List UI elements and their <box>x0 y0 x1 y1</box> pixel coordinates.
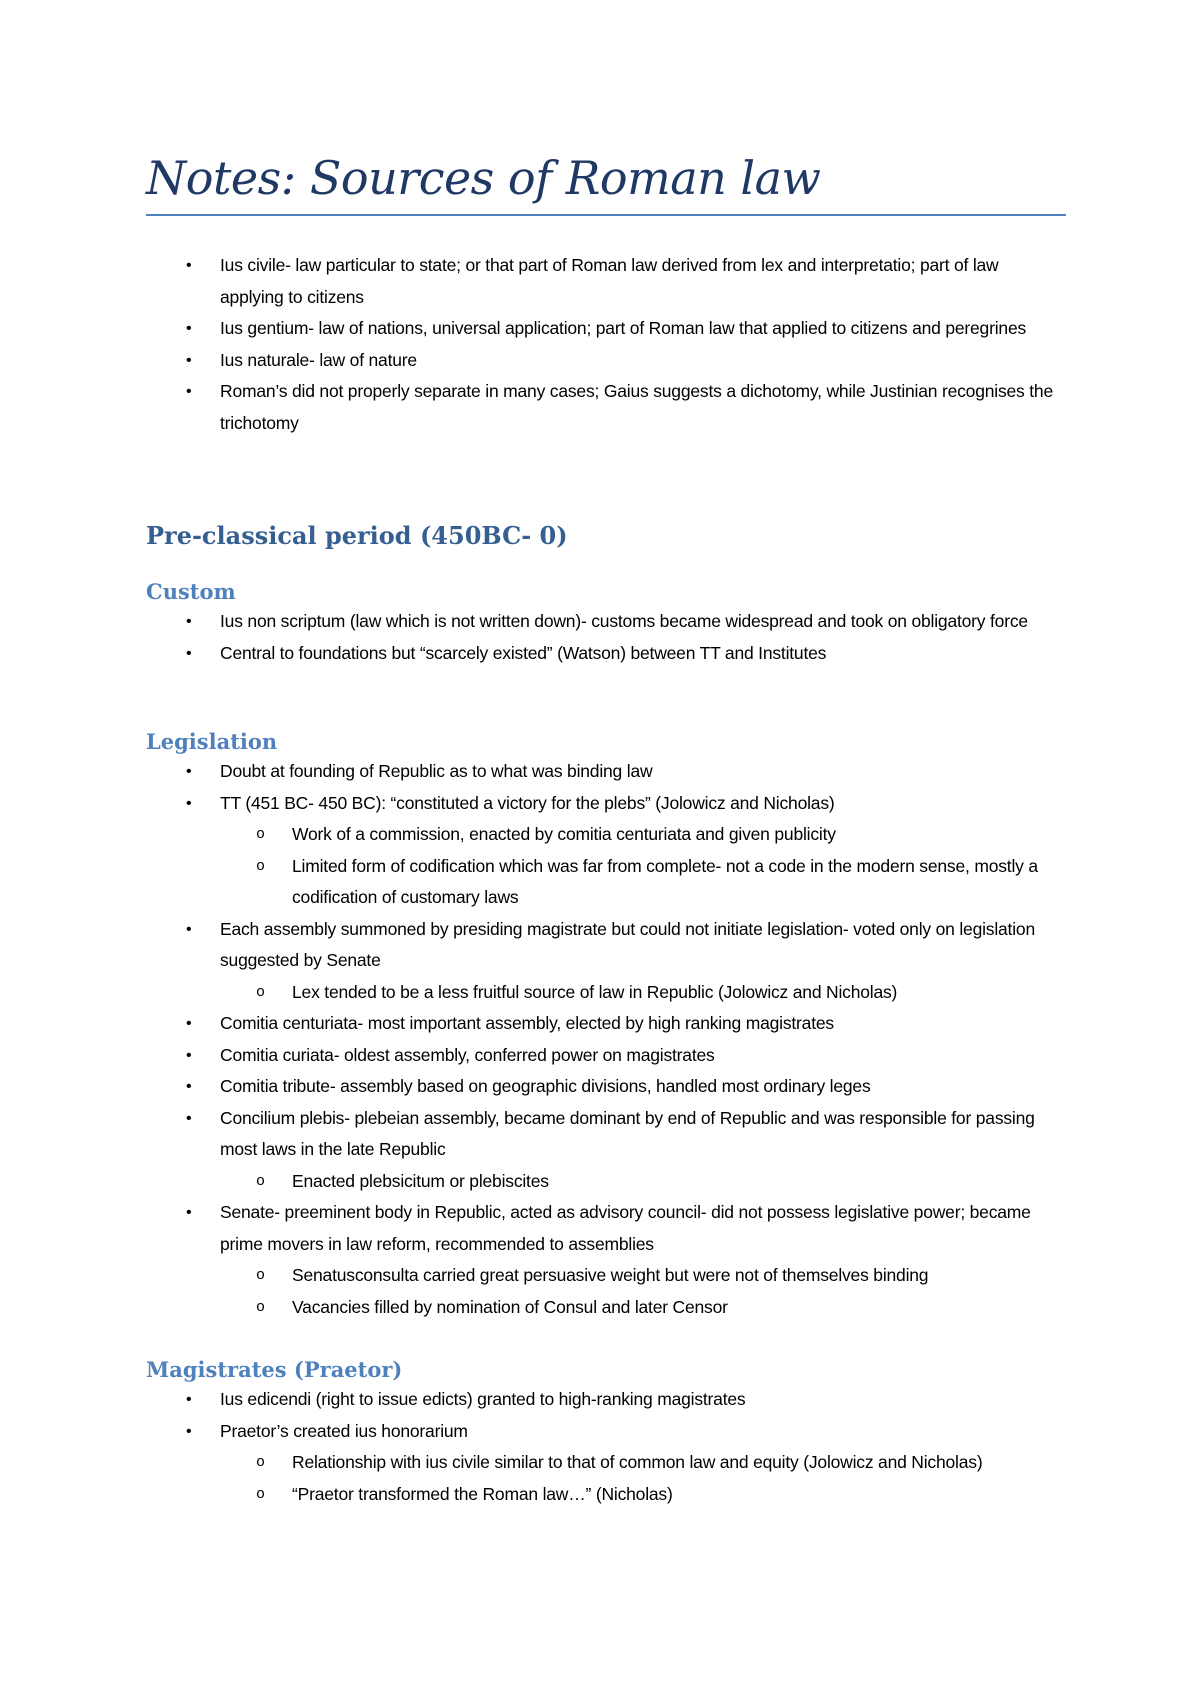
sub-list-item <box>220 1260 1066 1292</box>
title-underline <box>146 214 1066 216</box>
legislation-section <box>146 728 1066 1323</box>
circle-bullet-icon: o <box>256 983 265 1001</box>
circle-bullet-icon: o <box>256 1267 265 1284</box>
bullet-icon: • <box>186 1078 192 1095</box>
circle-bullet-icon: o <box>256 826 265 843</box>
list-item-text: Ius edicendi (right to issue edicts) granted to high-ranking magistrates <box>220 1389 746 1409</box>
list-item-text: Roman’s did not properly separate in many cases; Gaius suggests a dichotomy, while Justinian recognises the trichotomy <box>220 381 1053 433</box>
document-title: Notes: Sources of Roman law <box>146 151 821 205</box>
legislation-list <box>146 756 1066 1323</box>
sub-list-item <box>220 1479 1066 1511</box>
list-item-text: Central to foundations but “scarcely existed” (Watson) between TT and Institutes <box>220 642 827 663</box>
sub-list-item <box>220 1166 1066 1198</box>
sub-list-item <box>220 1292 1066 1324</box>
list-item-text: Each assembly summoned by presiding magistrate but could not initiate legislation- voted only on legislation suggested by Senate <box>220 918 1035 970</box>
bullet-icon: • <box>186 1391 192 1408</box>
bullet-icon: • <box>186 794 192 812</box>
sub-list-item <box>220 1447 1066 1479</box>
senate-sublist <box>220 1260 1066 1323</box>
bullet-icon: • <box>186 1422 192 1440</box>
list-item-text: Concilium plebis- plebeian assembly, became dominant by end of Republic and was responsible for passing most laws in the late Republic <box>220 1107 1035 1159</box>
list-item <box>146 1416 1066 1511</box>
intro-list <box>146 250 1066 439</box>
bullet-icon: • <box>186 763 192 780</box>
bullet-icon: • <box>186 257 192 274</box>
list-item-text: Ius naturale- law of nature <box>220 349 417 370</box>
subsection-heading-custom: Custom <box>146 579 236 604</box>
list-item-text: Praetor’s created ius honorarium <box>220 1420 468 1441</box>
list-item-text: Comitia centuriata- most important assembly, elected by high ranking magistrates <box>220 1013 834 1033</box>
list-item-text: Senate- preeminent body in Republic, acted as advisory council- did not possess legislative power; became prime movers in law reform, recommended to assemblies <box>220 1202 1031 1254</box>
list-item <box>146 638 1066 670</box>
bullet-icon: • <box>186 644 192 662</box>
magistrates-list <box>146 1384 1066 1510</box>
list-item-text: Comitia tribute- assembly based on geographic divisions, handled most ordinary leges <box>220 1076 871 1096</box>
list-item <box>146 914 1066 1009</box>
list-item <box>146 1040 1066 1072</box>
assembly-sublist <box>220 977 1066 1009</box>
list-item <box>146 345 1066 377</box>
list-item <box>146 1197 1066 1323</box>
sub-list-item <box>220 977 1066 1009</box>
sub-list-item-text: Limited form of codification which was far from complete- not a code in the modern sense, mostly a codification of customary laws <box>292 855 1038 907</box>
sub-list-item-text: Relationship with ius civile similar to that of common law and equity (Jolowicz and Nicholas) <box>292 1452 983 1472</box>
list-item <box>146 1384 1066 1416</box>
list-item <box>146 1071 1066 1103</box>
list-item <box>146 788 1066 914</box>
circle-bullet-icon: o <box>256 1172 265 1190</box>
sub-list-item-text: Vacancies filled by nomination of Consul and later Censor <box>292 1296 728 1317</box>
bullet-icon: • <box>186 1109 192 1127</box>
list-item <box>146 313 1066 345</box>
bullet-icon: • <box>186 1046 192 1064</box>
list-item-text: TT (451 BC- 450 BC): “constituted a victory for the plebs” (Jolowicz and Nicholas) <box>220 792 835 813</box>
list-item-text: Ius gentium- law of nations, universal application; part of Roman law that applied to citizens and peregrines <box>220 318 1027 338</box>
sub-list-item <box>220 819 1066 851</box>
custom-list <box>146 606 1066 669</box>
list-item <box>146 1008 1066 1040</box>
list-item-text: Doubt at founding of Republic as to what was binding law <box>220 761 653 781</box>
list-item-text: Comitia curiata- oldest assembly, conferred power on magistrates <box>220 1044 715 1065</box>
list-item-text: Ius non scriptum (law which is not written down)- customs became widespread and took on obligatory force <box>220 611 1028 631</box>
bullet-icon: • <box>186 1015 192 1032</box>
bullet-icon: • <box>186 920 192 938</box>
praetor-sublist <box>220 1447 1066 1510</box>
section-heading: Pre-classical period (450BC- 0) <box>146 521 568 550</box>
sub-list-item <box>220 851 1066 914</box>
list-item <box>146 376 1066 439</box>
sub-list-item-text: Enacted plebsicitum or plebiscites <box>292 1170 549 1191</box>
sub-list-item-text: Senatusconsulta carried great persuasive weight but were not of themselves binding <box>292 1265 929 1285</box>
sub-list-item-text: Lex tended to be a less fruitful source of law in Republic (Jolowicz and Nicholas) <box>292 981 898 1002</box>
tt-sublist <box>220 819 1066 914</box>
pre-classical-section <box>146 520 1066 552</box>
magistrates-section <box>146 1356 1066 1510</box>
circle-bullet-icon: o <box>256 1298 265 1316</box>
sub-list-item-text: “Praetor transformed the Roman law…” (Nicholas) <box>292 1483 673 1504</box>
sub-list-item-text: Work of a commission, enacted by comitia centuriata and given publicity <box>292 824 836 844</box>
circle-bullet-icon: o <box>256 857 265 875</box>
concilium-sublist <box>220 1166 1066 1198</box>
bullet-icon: • <box>186 613 192 630</box>
list-item <box>146 1103 1066 1198</box>
intro-section <box>146 250 1066 439</box>
bullet-icon: • <box>186 351 192 369</box>
subsection-heading-magistrates: Magistrates (Praetor) <box>146 1357 403 1382</box>
circle-bullet-icon: o <box>256 1485 265 1503</box>
bullet-icon: • <box>186 383 192 400</box>
list-item-text: Ius civile- law particular to state; or that part of Roman law derived from lex and interpretatio; part of law applying to citizens <box>220 255 999 307</box>
bullet-icon: • <box>186 1204 192 1221</box>
list-item <box>146 250 1066 313</box>
circle-bullet-icon: o <box>256 1454 265 1471</box>
subsection-heading-legislation: Legislation <box>146 729 278 754</box>
list-item <box>146 756 1066 788</box>
list-item <box>146 606 1066 638</box>
bullet-icon: • <box>186 320 192 337</box>
custom-section <box>146 578 1066 669</box>
